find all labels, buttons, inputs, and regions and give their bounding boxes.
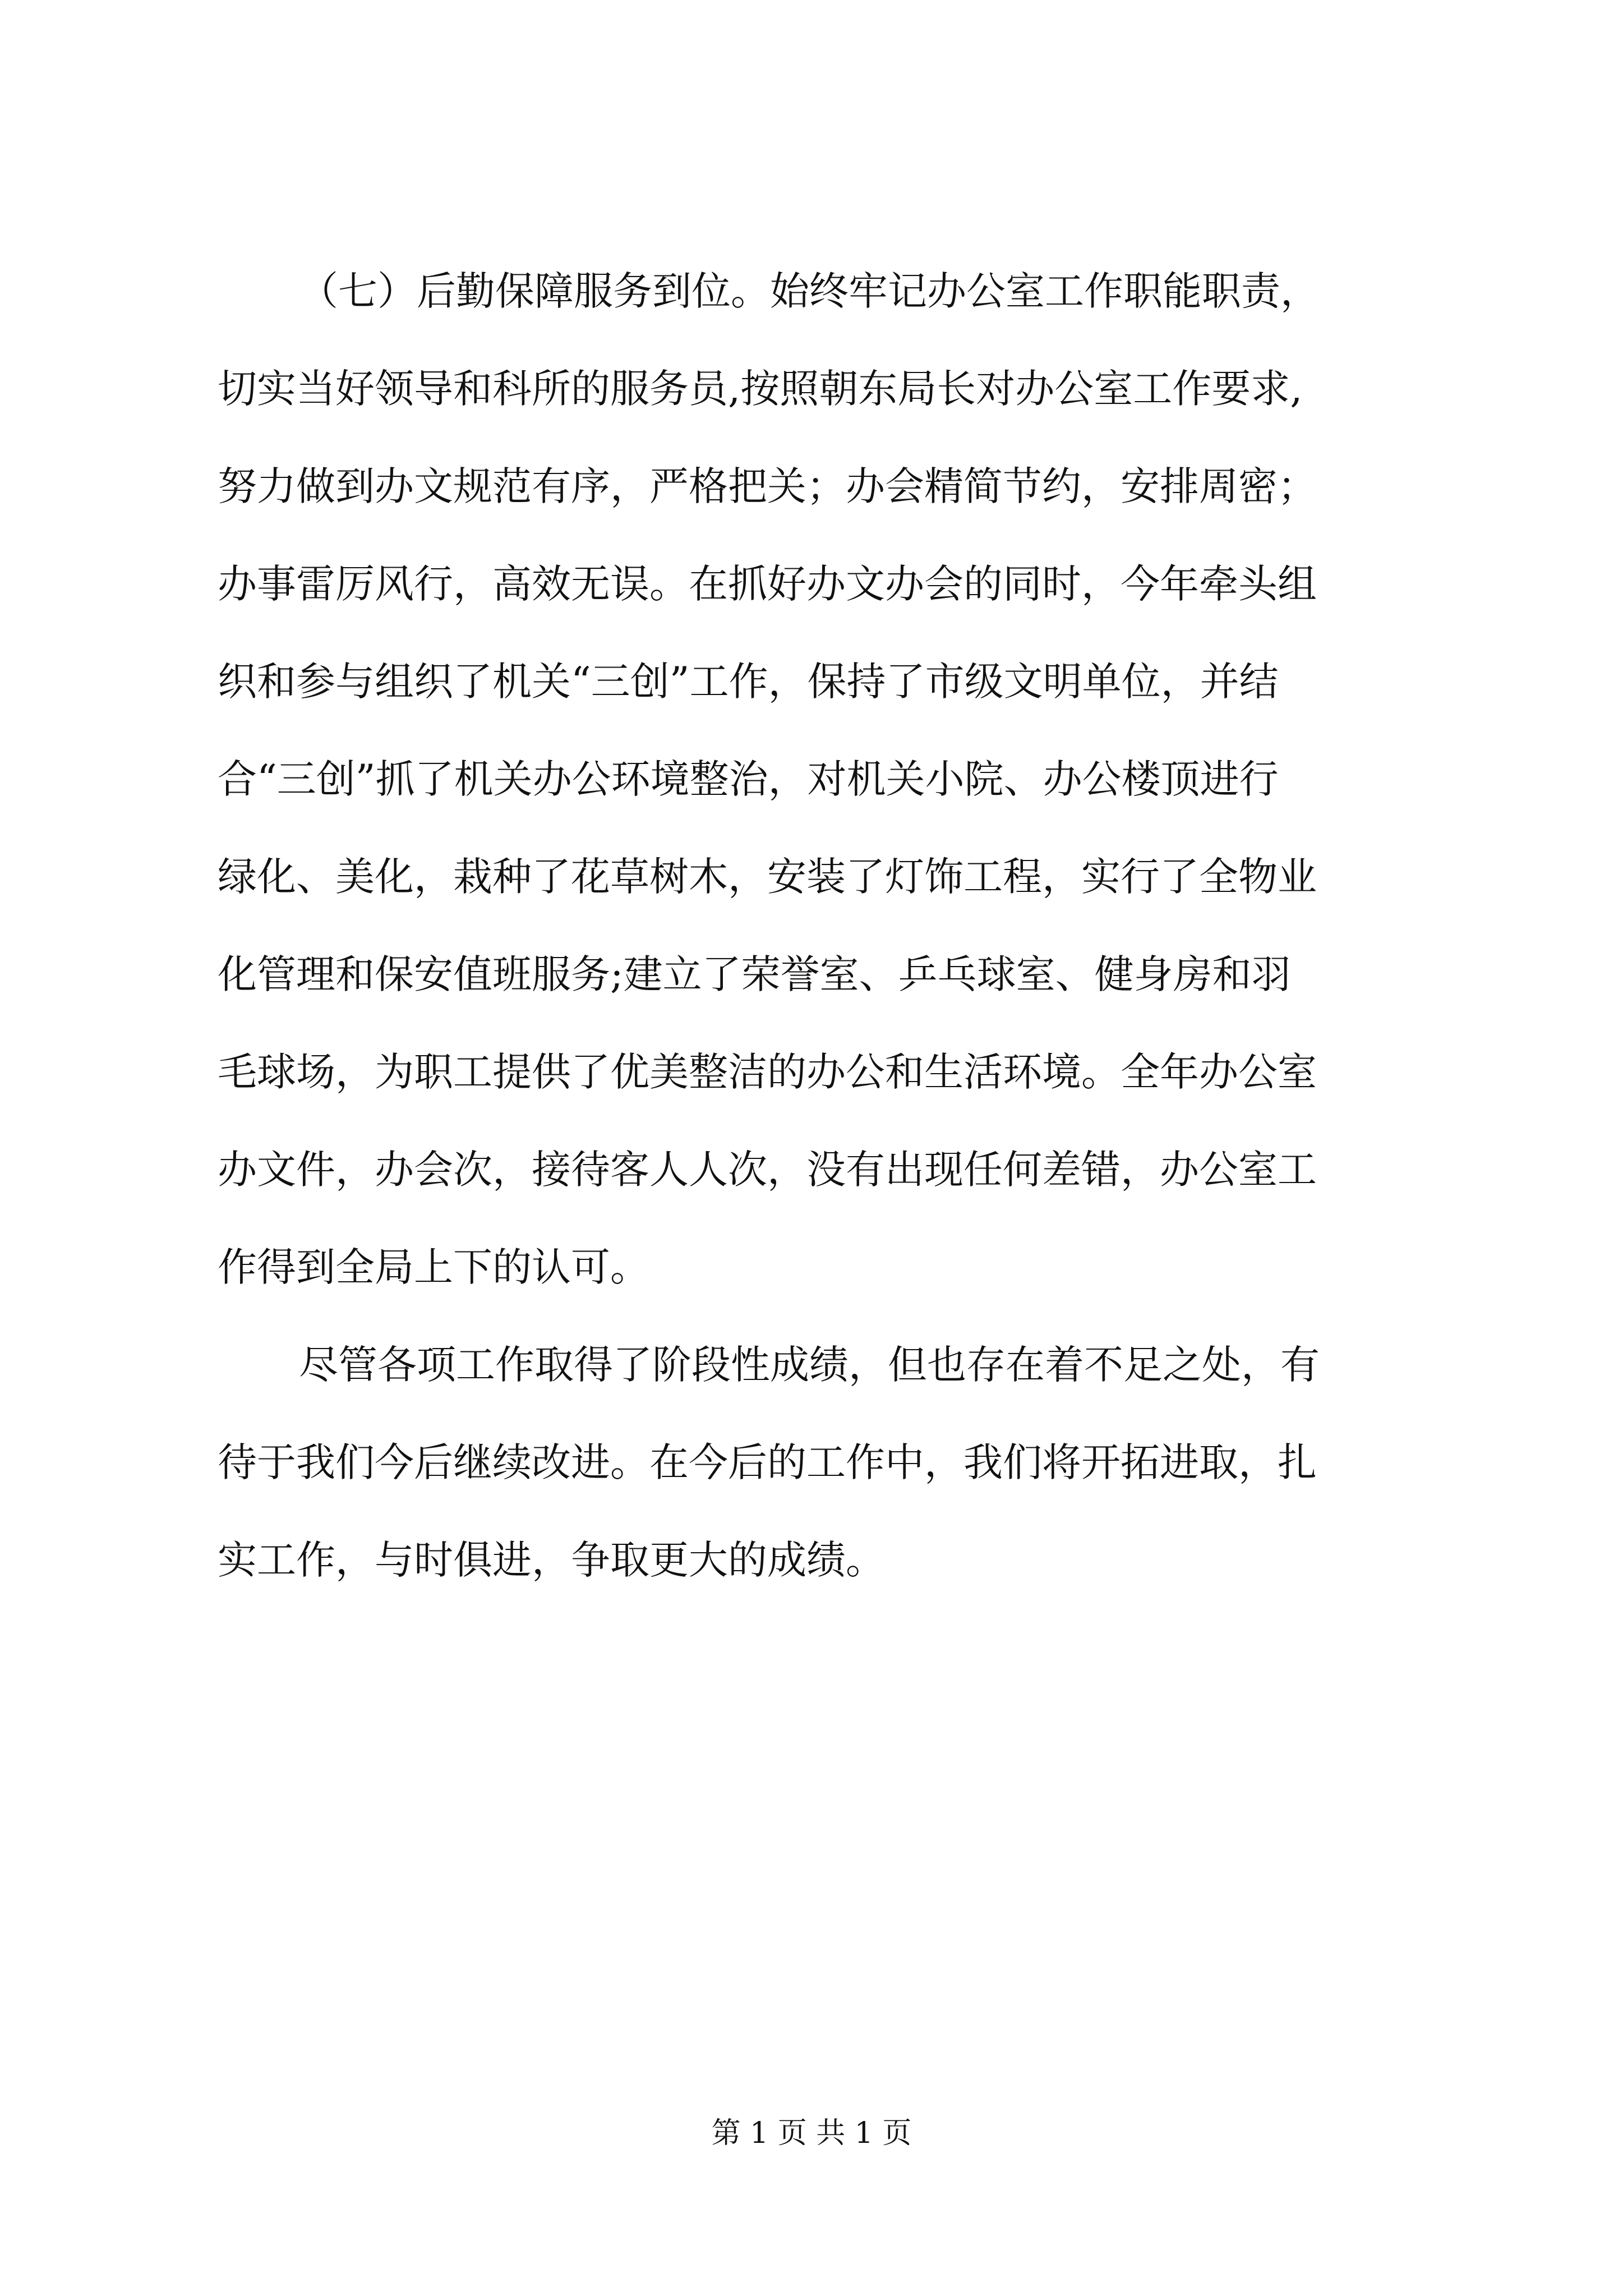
paragraph-line: 绿化、美化，栽种了花草树木，安装了灯饰工程，实行了全物业 — [218, 854, 1317, 900]
paragraph-line: 办文件，办会次，接待客人人次，没有出现任何差错，办公室工 — [218, 1147, 1317, 1193]
paragraph-line: 努力做到办文规范有序，严格把关；办会精简节约，安排周密； — [218, 463, 1317, 509]
page-footer — [0, 2114, 1623, 2153]
paragraph-conclusion — [218, 1316, 1474, 1609]
paragraph-line: 办事雷厉风行，高效无误。在抓好办文办会的同时，今年牵头组 — [218, 561, 1317, 607]
paragraph-line: 尽管各项工作取得了阶段性成绩，但也存在着不足之处，有 — [299, 1342, 1320, 1388]
paragraph-line: （七）后勤保障服务到位。始终牢记办公室工作职能职责， — [299, 268, 1320, 314]
paragraph-line: 化管理和保安值班服务;建立了荣誉室、乒乓球室、健身房和羽 — [218, 951, 1291, 997]
paragraph-line: 切实当好领导和科所的服务员,按照朝东局长对办公室工作要求, — [218, 366, 1303, 412]
paragraph-logistics-service — [218, 242, 1474, 1316]
document-body — [218, 242, 1474, 1609]
paragraph-line: 毛球场，为职工提供了优美整洁的办公和生活环境。全年办公室 — [218, 1049, 1317, 1095]
page-number-label: 第 1 页 共 1 页 — [711, 2116, 912, 2150]
paragraph-line: 待于我们今后继续改进。在今后的工作中，我们将开拓进取，扎 — [218, 1439, 1317, 1485]
paragraph-line: 实工作，与时俱进，争取更大的成绩。 — [218, 1537, 885, 1583]
paragraph-line: 合“三创”抓了机关办公环境整治，对机关小院、办公楼顶进行 — [218, 756, 1279, 802]
paragraph-line: 作得到全局上下的认可。 — [218, 1244, 649, 1290]
paragraph-line: 织和参与组织了机关“三创”工作，保持了市级文明单位，并结 — [218, 659, 1279, 705]
